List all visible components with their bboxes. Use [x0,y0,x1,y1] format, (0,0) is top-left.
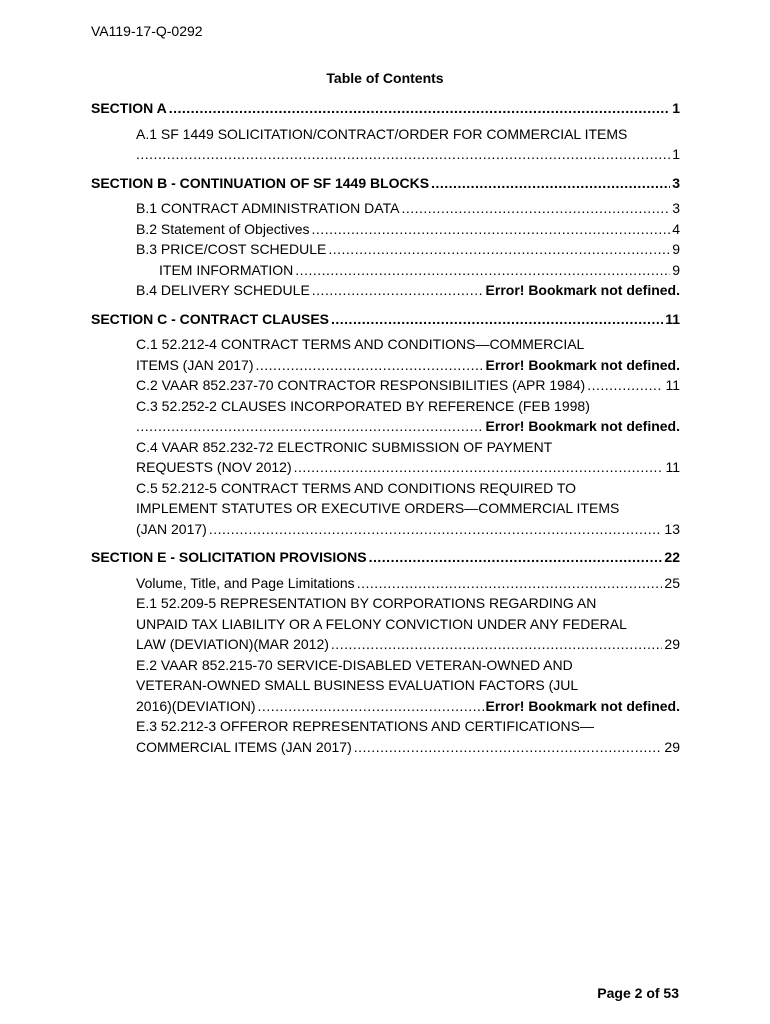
page-number: Page 2 of 53 [597,985,679,1001]
toc-page: 29 [664,738,680,755]
toc-page: 29 [664,636,680,652]
toc-page: 9 [672,241,680,257]
dot-leader [357,573,663,594]
toc-label: E.2 VAAR 852.215-70 SERVICE-DISABLED VETERAN-OWNED AND [136,656,573,673]
toc-entry-c1[interactable] [91,334,680,375]
toc-label-cont: LAW (DEVIATION)(MAR 2012) [136,636,329,652]
toc-label-cont: (JAN 2017) [136,520,207,537]
toc-entry-c4[interactable] [91,437,680,478]
dot-leader [328,239,670,260]
document-id: VA119-17-Q-0292 [91,23,203,39]
toc-label-cont: COMMERCIAL ITEMS (JAN 2017) [136,738,352,755]
toc-label-cont: REQUESTS (NOV 2012) [136,459,292,475]
toc-label-cont: ITEMS (JAN 2017) [136,356,254,373]
toc-label: B.3 PRICE/COST SCHEDULE [136,241,327,257]
toc-label: B.1 CONTRACT ADMINISTRATION DATA [136,200,400,216]
toc-label: C.2 VAAR 852.237-70 CONTRACTOR RESPONSIBILITIES (APR 1984) [136,377,586,393]
dot-leader [209,519,663,540]
toc-entry-c2[interactable] [91,375,680,396]
dot-leader [136,144,670,165]
dot-leader [354,737,663,758]
toc-label: SECTION A [91,100,167,116]
toc-page-error: Error! Bookmark not defined. [485,356,680,373]
toc-label: SECTION E - SOLICITATION PROVISIONS [91,549,367,565]
toc-entry-b4[interactable] [91,280,680,301]
toc-label-cont: 2016)(DEVIATION) [136,697,256,714]
toc-label: E.3 52.212-3 OFFEROR REPRESENTATIONS AND CERTIFICATIONS— [136,718,594,734]
toc-page: 11 [665,310,680,327]
toc-page: 22 [664,549,680,565]
toc-label: A.1 SF 1449 SOLICITATION/CONTRACT/ORDER FOR COMMERCIAL ITEMS [136,125,628,142]
toc-label-cont: VETERAN-OWNED SMALL BUSINESS EVALUATION FACTORS (JUL [136,677,579,693]
toc-label-cont: IMPLEMENT STATUTES OR EXECUTIVE ORDERS—COMMERCIAL ITEMS [136,500,620,516]
toc-label: B.2 Statement of Objectives [136,220,310,237]
toc-label: Volume, Title, and Page Limitations [136,574,355,591]
toc-page: 1 [672,100,680,116]
table-of-contents [91,98,680,757]
toc-label: B.4 DELIVERY SCHEDULE [136,282,310,298]
toc-section-b[interactable] [91,173,680,194]
toc-entry-item-information[interactable] [91,260,680,281]
toc-entry-c5[interactable] [91,478,680,540]
dot-leader [369,547,663,568]
dot-leader [312,280,484,301]
toc-label: SECTION B - CONTINUATION OF SF 1449 BLOCKS [91,174,430,191]
toc-page: 9 [672,261,680,278]
toc-label: C.3 52.252-2 CLAUSES INCORPORATED BY REFERENCE (FEB 1998) [136,397,590,414]
toc-page: 11 [665,377,680,393]
toc-page: 13 [664,520,680,537]
toc-label: SECTION C - CONTRACT CLAUSES [91,310,329,327]
toc-page: 4 [672,220,680,237]
toc-entry-volume-title-page-limitations[interactable] [91,573,680,594]
dot-leader [331,309,663,330]
toc-label: E.1 52.209-5 REPRESENTATION BY CORPORATIONS REGARDING AN [136,595,597,611]
dot-leader [312,219,671,240]
toc-entry-c3[interactable] [91,396,680,437]
toc-entry-a1[interactable] [91,124,680,165]
toc-page: 25 [664,574,680,591]
toc-label: ITEM INFORMATION [159,261,294,278]
toc-section-c[interactable] [91,309,680,330]
toc-entry-e3[interactable] [91,716,680,757]
dot-leader [169,98,670,119]
toc-page-error: Error! Bookmark not defined. [485,418,680,434]
dot-leader [331,634,663,655]
toc-page: 1 [672,146,680,162]
dot-leader [401,198,670,219]
page-title: Table of Contents [326,70,444,86]
dot-leader [136,416,484,437]
toc-section-e[interactable] [91,547,680,568]
toc-label: C.1 52.212-4 CONTRACT TERMS AND CONDITIONS—COMMERCIAL [136,336,585,352]
dot-leader [294,457,664,478]
toc-page-error: Error! Bookmark not defined. [485,282,680,298]
toc-label: C.4 VAAR 852.232-72 ELECTRONIC SUBMISSION OF PAYMENT [136,438,553,455]
toc-entry-e2[interactable] [91,655,680,717]
toc-entry-b3[interactable] [91,239,680,260]
toc-entry-b1[interactable] [91,198,680,219]
dot-leader [295,260,670,281]
toc-label-cont: UNPAID TAX LIABILITY OR A FELONY CONVICTION UNDER ANY FEDERAL [136,615,627,632]
dot-leader [587,375,663,396]
dot-leader [431,173,670,194]
toc-section-a[interactable] [91,98,680,119]
toc-page: 3 [672,200,680,216]
toc-page: 11 [665,459,680,475]
toc-page: 3 [672,174,680,191]
toc-entry-b2[interactable] [91,219,680,240]
toc-label: C.5 52.212-5 CONTRACT TERMS AND CONDITIONS REQUIRED TO [136,479,577,496]
dot-leader [255,355,483,376]
dot-leader [258,696,484,717]
toc-page-error: Error! Bookmark not defined. [485,697,680,714]
toc-entry-e1[interactable] [91,593,680,655]
